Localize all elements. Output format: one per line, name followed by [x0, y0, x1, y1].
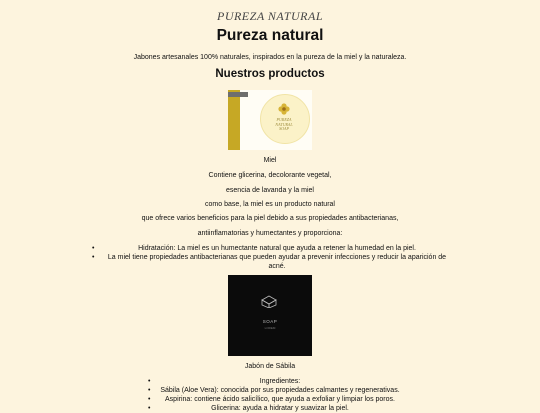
miel-description-line: que ofrece varios beneficios para la piel debido a sus propiedades antibacterianas, — [141, 215, 399, 222]
miel-benefits-list — [104, 244, 450, 271]
list-item: • Sábila (Aloe Vera): conocida por sus propiedades calmantes y regenerativas. — [160, 386, 400, 395]
image-caption: PUREZA NATURAL SOAP — [275, 117, 293, 131]
miel-description-line: esencia de lavanda y la miel — [226, 187, 314, 194]
flower-icon — [277, 102, 291, 116]
list-item: • Aspirina: contiene ácido salicílico, que ayuda a exfoliar y limpiar los poros. — [160, 395, 400, 404]
product-name-sabila: Jabón de Sábila — [244, 363, 296, 370]
products-heading: Nuestros productos — [215, 68, 325, 80]
miel-description-line: antiinflamatorias y humectantes y proporciona: — [197, 230, 343, 237]
image-ribbon — [228, 92, 248, 97]
list-item: • Ingredientes: — [160, 377, 400, 386]
miel-description-line: como base, la miel es un producto natural — [205, 201, 335, 208]
list-item: • Glicerina: ayuda a hidratar y suavizar la piel. — [160, 404, 400, 413]
sabila-ingredients-list — [160, 377, 400, 413]
aloe-soap-image — [228, 275, 312, 356]
soap-box-icon — [260, 295, 278, 308]
intro-text: Jabones artesanales 100% naturales, inspirados en la pureza de la miel y la naturaleza. — [133, 54, 407, 61]
logo-text: PUREZA NATURAL — [216, 9, 323, 23]
product-name-miel: Miel — [263, 157, 277, 164]
image-subcaption: LOREM — [264, 326, 276, 330]
image-gold-bar — [228, 90, 240, 150]
list-item: • Hidratación: La miel es un humectante natural que ayuda a retener la humedad en la piel. — [104, 244, 450, 253]
list-item: • La miel tiene propiedades antibacterianas que pueden ayudar a prevenir infecciones y reducir la aparición de acné. — [104, 253, 450, 271]
miel-description-line: Contiene glicerina, decolorante vegetal, — [208, 172, 332, 179]
page-title: Pureza natural — [216, 27, 324, 44]
honey-soap-image — [228, 90, 312, 150]
image-caption: SOAP — [262, 319, 278, 324]
